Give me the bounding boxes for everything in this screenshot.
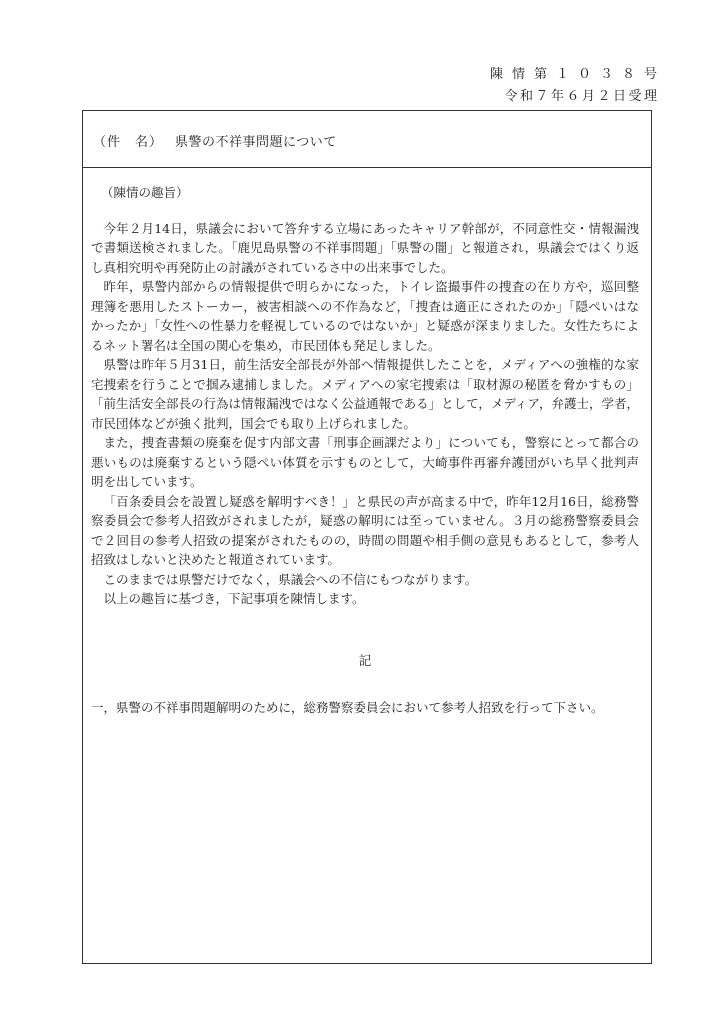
summary-paragraph: 以上の趣旨に基づき，下記事項を陳情します。	[103, 591, 365, 606]
summary-paragraph: 県警は昨年５月31日，前生活安全部長が外部へ情報提供したことを，メディアへの強権的な家宅捜索を行うことで掴み逮捕しました。メディアへの家宅捜索は「取材源の秘匿を脅かすもの」「前生活安全部長の行為は情報漏洩ではなく公益通報である」として，メディア，弁護士，学者，市民団体などが強く批判，国会でも取り上げられました。	[91, 357, 639, 431]
received-date: 令和７年６月２日受理	[504, 89, 660, 104]
summary-paragraph: 「百条委員会を設置し疑惑を解明すべき！」と県民の声が高まる中で，昨年12月16日，総務警察委員会で参考人招致がされましたが，疑惑の解明には至っていません。３月の総務警察委員会で２回目の参考人招致の提案がされたものの，時間の問題や相手側の意見もあるとして，参考人招致はしないと決めたと報道されています。	[91, 493, 639, 567]
summary-heading: （陳情の趣旨）	[101, 185, 189, 200]
subject-title: 県警の不祥事問題について	[175, 135, 337, 150]
subject-row	[83, 111, 651, 168]
document-header	[489, 64, 666, 108]
petition-frame	[82, 110, 652, 964]
summary-paragraph: 昨年，県警内部からの情報提供で明らかになった，トイレ盗撮事件の捜査の在り方や，巡回整理簿を悪用したストーカー，被害相談への不作為など，「捜査は適正にされたのか」「隠ぺいはなかったか」「女性への性暴力を軽視しているのではないか」と疑惑が深まりました。女性たちによるネット署名は全国の関心を集め，市民団体も発足しました。	[91, 279, 639, 353]
summary-paragraph: 今年２月14日，県議会において答弁する立場にあったキャリア幹部が，不同意性交・情報漏洩で書類送検されました。「鹿児島県警の不祥事問題」「県警の闇」と報道され，県議会ではくり返し真相究明や再発防止の討議がされているさ中の出来事でした。	[91, 220, 639, 275]
petition-body	[91, 183, 639, 718]
summary-paragraph: また，捜査書類の廃棄を促す内部文書「刑事企画課だより」についても，警察にとって都合の悪いものは廃棄するという隠ぺい体質を示すものとして，大崎事件再審弁護団がいち早く批判声明を出しています。	[91, 435, 639, 489]
subject-label: （件 名）	[93, 135, 164, 150]
petition-number: 陳情第１０３８号	[489, 67, 666, 82]
ki-heading: 記	[358, 652, 372, 668]
summary-paragraph: このままでは県警だけでなく，県議会への不信にもつながります。	[103, 571, 478, 587]
request-item: 一，県警の不祥事問題解明のために，総務警察委員会において参考人招致を行って下さい。	[91, 700, 604, 715]
